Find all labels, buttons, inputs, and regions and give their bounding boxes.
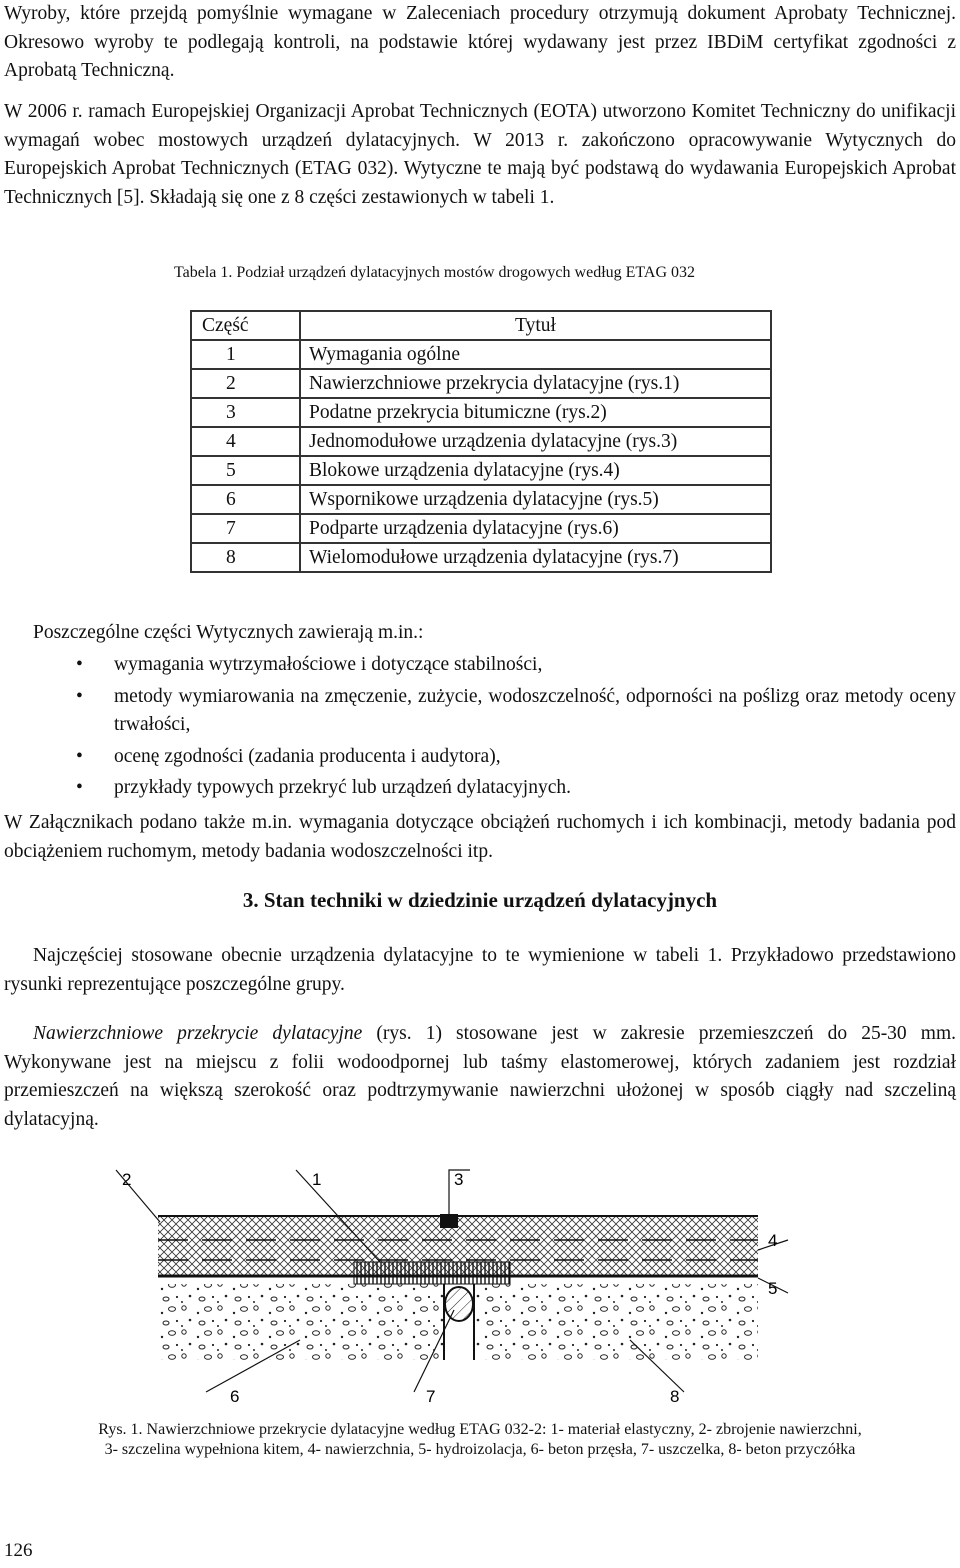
label-2: 2 (122, 1170, 132, 1189)
cell-title: Podparte urządzenia dylatacyjne (rys.6) (300, 514, 771, 543)
expansion-joint-diagram (0, 1160, 960, 1410)
paragraph-rest: (rys. 1) stosowane jest w zakresie przemieszczeń do 25-30 mm. Wykonywane jest na miejscu z folii wodoodpornej lub taśmy elastomerowej, których zadaniem jest rozdział przemieszczeń na większą szerokość oraz podtrzymywanie nawierzchni ułożonej w sposób ciągły nad szczeliną dylatacyjną. (4, 1023, 956, 1130)
bullet-icon: • (76, 777, 83, 798)
paragraph-surface-cover (4, 1020, 956, 1134)
list-item (0, 743, 956, 772)
label-1: 1 (312, 1170, 322, 1189)
bullet-icon: • (76, 654, 83, 675)
cell-title: Blokowe urządzenia dylatacyjne (rys.4) (300, 456, 771, 485)
cell-title: Wielomodułowe urządzenia dylatacyjne (rys.7) (300, 543, 771, 572)
cell-part: 5 (191, 456, 300, 485)
cell-part: 4 (191, 427, 300, 456)
table-caption: Tabela 1. Podział urządzeń dylatacyjnych mostów drogowych według ETAG 032 (174, 264, 696, 281)
label-5: 5 (768, 1279, 778, 1298)
table-row (191, 543, 771, 572)
cell-part: 3 (191, 398, 300, 427)
section-heading: 3. Stan techniki w dziedzinie urządzeń dylatacyjnych (242, 888, 718, 912)
cell-part: 7 (191, 514, 300, 543)
list-item-text: metody wymiarowania na zmęczenie, zużycie, wodoszczelność, odporności na poślizg oraz metody oceny trwałości, (114, 685, 956, 735)
label-3: 3 (454, 1170, 464, 1189)
header-part: Część (191, 311, 300, 340)
table-row (191, 340, 771, 369)
flexible-material (354, 1262, 510, 1284)
figure-caption-line-2: 3- szczelina wypełniona kitem, 4- nawierzchnia, 5- hydroizolacja, 6- beton przęsła, 7- uszczelka, 8- beton przyczółka (104, 1441, 856, 1458)
etag-parts-table (190, 310, 772, 573)
table-row (191, 485, 771, 514)
label-7: 7 (426, 1387, 436, 1406)
label-6: 6 (230, 1387, 240, 1406)
label-4: 4 (768, 1231, 778, 1250)
cell-part: 2 (191, 369, 300, 398)
list-intro: Poszczególne części Wytycznych zawierają m.in.: (33, 622, 424, 643)
table-row (191, 514, 771, 543)
paragraph-eota: W 2006 r. ramach Europejskiej Organizacji Aprobat Technicznych (EOTA) utworzono Komitet Techniczny do unifikacji wymagań wobec mostowych urządzeń dylatacyjnych. W 2013 r. zakończono opracowywanie Wytycznych do Europejskich Aprobat Technicznych (ETAG 032). Wytyczne te mają być podstawą do wydawania Europejskich Aprobat Technicznych [5]. Składają się one z 8 części zestawionych w tabeli 1. (4, 101, 956, 208)
cell-title: Wymagania ogólne (300, 340, 771, 369)
bullet-icon: • (76, 685, 83, 707)
list-item (0, 683, 956, 740)
paragraph-approval: Wyroby, które przejdą pomyślnie wymagane w Zaleceniach procedury otrzymują dokument Aprobaty Technicznej. Okresowo wyroby te podlegają kontroli, na podstawie której wydawany jest przez IBDiM certyfikat zgodności z Aprobatą Techniczną. (4, 3, 956, 81)
list-item-text: wymagania wytrzymałościowe i dotyczące stabilności, (114, 654, 543, 675)
cell-title: Jednomodułowe urządzenia dylatacyjne (rys.3) (300, 427, 771, 456)
cell-part: 1 (191, 340, 300, 369)
table-row (191, 369, 771, 398)
list-item (0, 774, 956, 803)
paragraph-annexes: W Załącznikach podano także m.in. wymagania dotyczące obciążeń ruchomych i ich kombinacji, metody badania pod obciążeniem ruchomym, metody badania wodoszczelności itp. (4, 812, 956, 862)
page-number: 126 (4, 1540, 33, 1561)
list-item-text: ocenę zgodności (zadania producenta i audytora), (114, 745, 501, 767)
cell-part: 8 (191, 543, 300, 572)
italic-term: Nawierzchniowe przekrycie dylatacyjne (33, 1023, 363, 1044)
table-row (191, 398, 771, 427)
list-item-text: przykłady typowych przekryć lub urządzeń dylatacyjnych. (114, 777, 571, 798)
table-row (191, 427, 771, 456)
seal (445, 1287, 473, 1321)
cell-title: Wspornikowe urządzenia dylatacyjne (rys.5) (300, 485, 771, 514)
span-concrete (158, 1284, 444, 1360)
putty-gap (440, 1214, 458, 1228)
figure-caption-line-1: Rys. 1. Nawierzchniowe przekrycie dylatacyjne według ETAG 032-2: 1- materiał elastyczny, 2- zbrojenie nawierzchni, (98, 1421, 862, 1438)
paragraph-state-of-art: Najczęściej stosowane obecnie urządzenia dylatacyjne to te wymienione w tabeli 1. Przykładowo przedstawiono rysunki reprezentujące poszczególne grupy. (4, 945, 956, 995)
list-item (0, 651, 956, 680)
table-row (191, 456, 771, 485)
header-title: Tytuł (300, 311, 771, 340)
cell-title: Nawierzchniowe przekrycia dylatacyjne (rys.1) (300, 369, 771, 398)
label-8: 8 (670, 1387, 680, 1406)
abutment-concrete (474, 1284, 758, 1360)
requirements-list (0, 651, 956, 806)
bullet-icon: • (76, 745, 83, 767)
cell-title: Podatne przekrycia bitumiczne (rys.2) (300, 398, 771, 427)
cell-part: 6 (191, 485, 300, 514)
table-header-row (191, 311, 771, 340)
